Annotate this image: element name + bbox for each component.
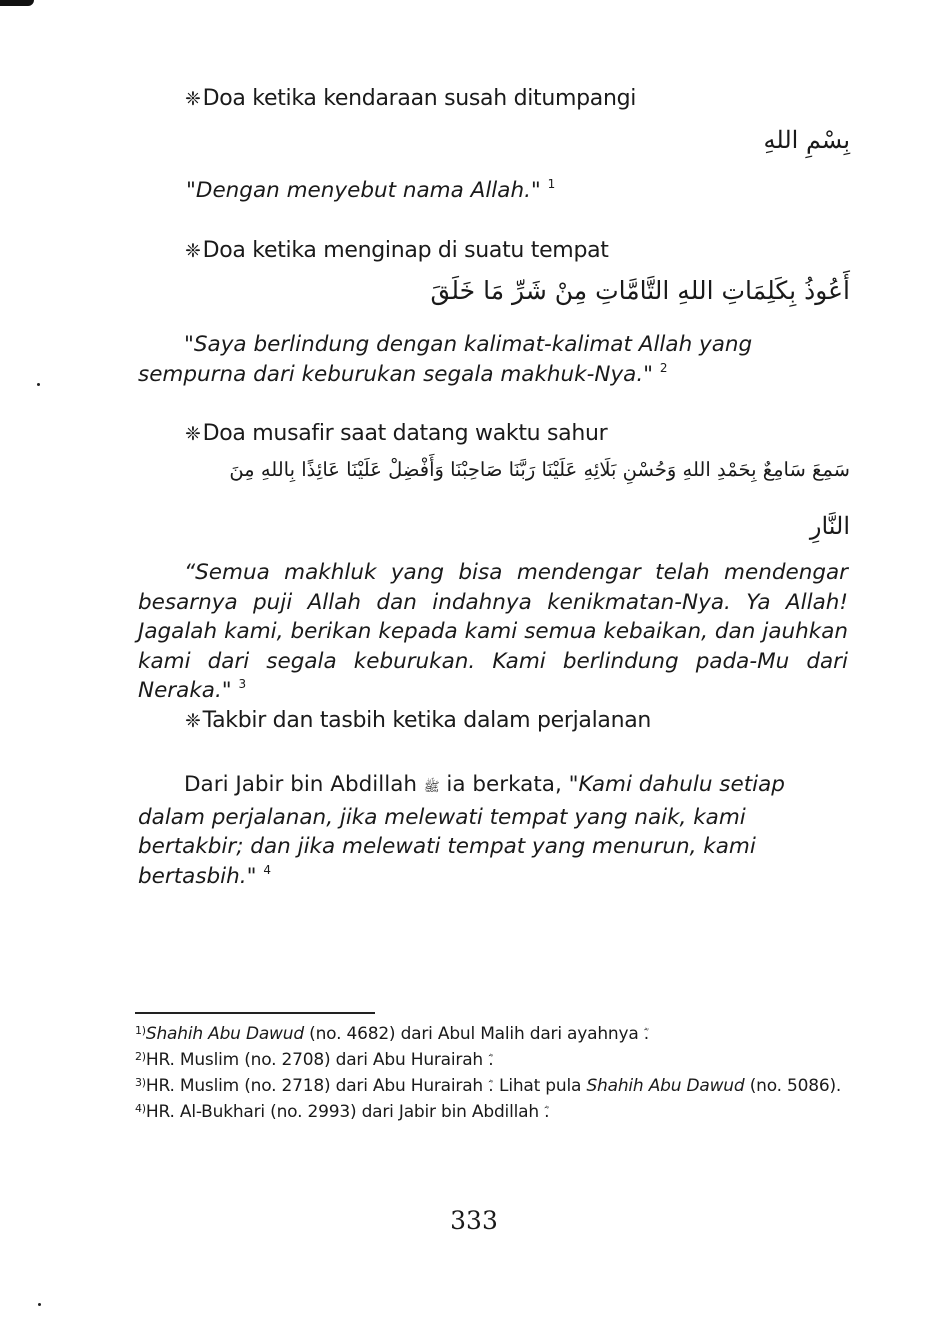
translation-2: "Saya berlindung dengan kalimat-kalimat Allah yang sempurna dari keburukan segala makhuk-Nya." $^2$ (138, 332, 753, 387)
ornament-icon: ❈ (185, 88, 201, 110)
footnote-divider (135, 1012, 375, 1014)
section-heading-1: ❈Doa ketika kendaraan susah ditumpangi (185, 86, 637, 111)
footnote-2: $^{2)}$HR. Muslim (no. 2708) dari Abu Hurairah . (135, 1050, 494, 1070)
footnote-3: $^{3)}$HR. Muslim (no. 2718) dari Abu Hurairah . Lihat pula Shahih Abu Dawud (no. 5086). (135, 1076, 842, 1096)
footnote-4: $^{4)}$HR. Al-Bukhari (no. 2993) dari Jabir bin Abdillah . (135, 1102, 550, 1122)
arabic-text-3-line-2: النَّارِ (809, 512, 850, 540)
translation-1: "Dengan menyebut nama Allah." $^1$ (186, 177, 556, 203)
translation-3: “Semua makhluk yang bisa mendengar telah mendengar besarnya puji Allah dan indahnya kenikmatan-Nya. Ya Allah! Jagalah kami, berikan kepada kami semua kebaikan, dan jauhkan kami dari segala keburukan. Kami berlindung pada-Mu dari Neraka." $^3$ (138, 560, 848, 703)
scan-corner-mark (0, 0, 34, 6)
arabic-text-3-line-1: سَمِعَ سَامِعٌ بِحَمْدِ اللهِ وَحُسْنِ بَلَائِهِ عَلَيْنَا رَبَّنَا صَاحِبْنَا وَأَفْضِلْ عَلَيْنَا عَائِذًا بِاللهِ مِنَ (229, 458, 850, 481)
ornament-icon: ❈ (185, 710, 201, 732)
arabic-text-2: أَعُوذُ بِكَلِمَاتِ اللهِ التَّامَّاتِ مِنْ شَرِّ مَا خَلَقَ (430, 276, 850, 305)
footnote-1: $^{1)}$Shahih Abu Dawud (no. 4682) dari Abul Malih dari ayahnya . (135, 1024, 650, 1044)
arabic-text-1: بِسْمِ اللهِ (763, 126, 850, 154)
ornament-icon: ❈ (185, 240, 201, 262)
scan-dot (38, 1303, 41, 1306)
section-heading-2: ❈Doa ketika menginap di suatu tempat (185, 238, 609, 263)
section-heading-3: ❈Doa musafir saat datang waktu sahur (185, 421, 608, 446)
page-number: 333 (450, 1206, 498, 1235)
ornament-icon: ❈ (185, 423, 201, 445)
honorific-icon: ﷺ (423, 780, 440, 795)
footnotes (135, 1022, 855, 1126)
hadith-paragraph: Dari Jabir bin Abdillah ﷺ ia berkata, "Kami dahulu setiap dalam perjalanan, jika melewati tempat yang naik, kami bertakbir; dan jika melewati tempat yang menurun, kami bertasbih." $^4$ (138, 772, 785, 889)
section-heading-4: ❈Takbir dan tasbih ketika dalam perjalanan (185, 708, 652, 733)
scan-dot (37, 383, 40, 386)
